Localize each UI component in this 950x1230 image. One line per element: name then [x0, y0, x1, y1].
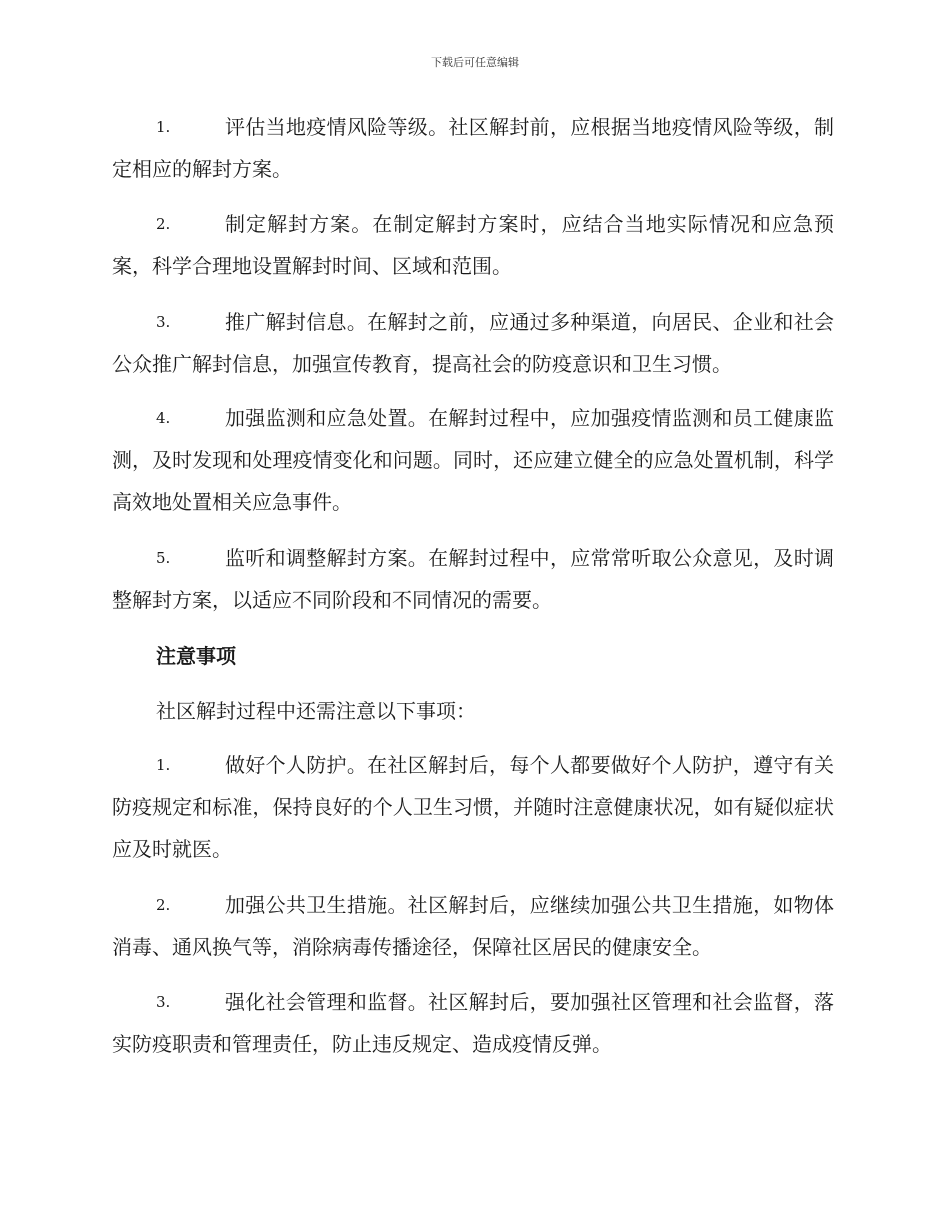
list-item	[112, 203, 834, 287]
list-item	[112, 884, 834, 968]
list-text: 评估当地疫情风险等级。社区解封前，应根据当地疫情风险等级，制定相应的解封方案。	[112, 115, 834, 181]
list-text: 做好个人防护。在社区解封后，每个人都要做好个人防护，遵守有关防疫规定和标准，保持良好的个人卫生习惯，并随时注意健康状况，如有疑似症状应及时就医。	[112, 753, 834, 861]
list-number: 4.	[156, 409, 171, 427]
list-text: 制定解封方案。在制定解封方案时，应结合当地实际情况和应急预案，科学合理地设置解封时间、区域和范围。	[112, 212, 834, 278]
list-text: 强化社会管理和监督。社区解封后，要加强社区管理和社会监督，落实防疫职责和管理责任，防止违反规定、造成疫情反弹。	[112, 990, 834, 1056]
list-number: 3.	[156, 313, 171, 331]
list-item	[112, 744, 834, 870]
page-header: 下载后可任意编辑	[431, 56, 519, 69]
list-number: 3.	[156, 993, 171, 1011]
list-item	[112, 981, 834, 1065]
list-item	[112, 397, 834, 523]
list-text: 监听和调整解封方案。在解封过程中，应常常听取公众意见，及时调整解封方案，以适应不同阶段和不同情况的需要。	[112, 546, 834, 612]
list-item	[112, 106, 834, 190]
list-text: 加强监测和应急处置。在解封过程中，应加强疫情监测和员工健康监测，及时发现和处理疫情变化和问题。同时，还应建立健全的应急处置机制，科学高效地处置相关应急事件。	[112, 406, 834, 514]
section-intro: 社区解封过程中还需注意以下事项：	[156, 699, 476, 723]
list-number: 5.	[156, 549, 171, 567]
list-text: 加强公共卫生措施。社区解封后，应继续加强公共卫生措施，如物体消毒、通风换气等，消除病毒传播途径，保障社区居民的健康安全。	[112, 893, 834, 959]
list-text: 推广解封信息。在解封之前，应通过多种渠道，向居民、企业和社会公众推广解封信息，加强宣传教育，提高社会的防疫意识和卫生习惯。	[112, 310, 834, 376]
list-number: 2.	[156, 896, 171, 914]
list-item	[112, 537, 834, 621]
list-number: 1.	[156, 118, 171, 136]
list-item	[112, 301, 834, 385]
list-number: 1.	[156, 756, 171, 774]
section-heading: 注意事项	[156, 644, 236, 668]
list-number: 2.	[156, 215, 171, 233]
